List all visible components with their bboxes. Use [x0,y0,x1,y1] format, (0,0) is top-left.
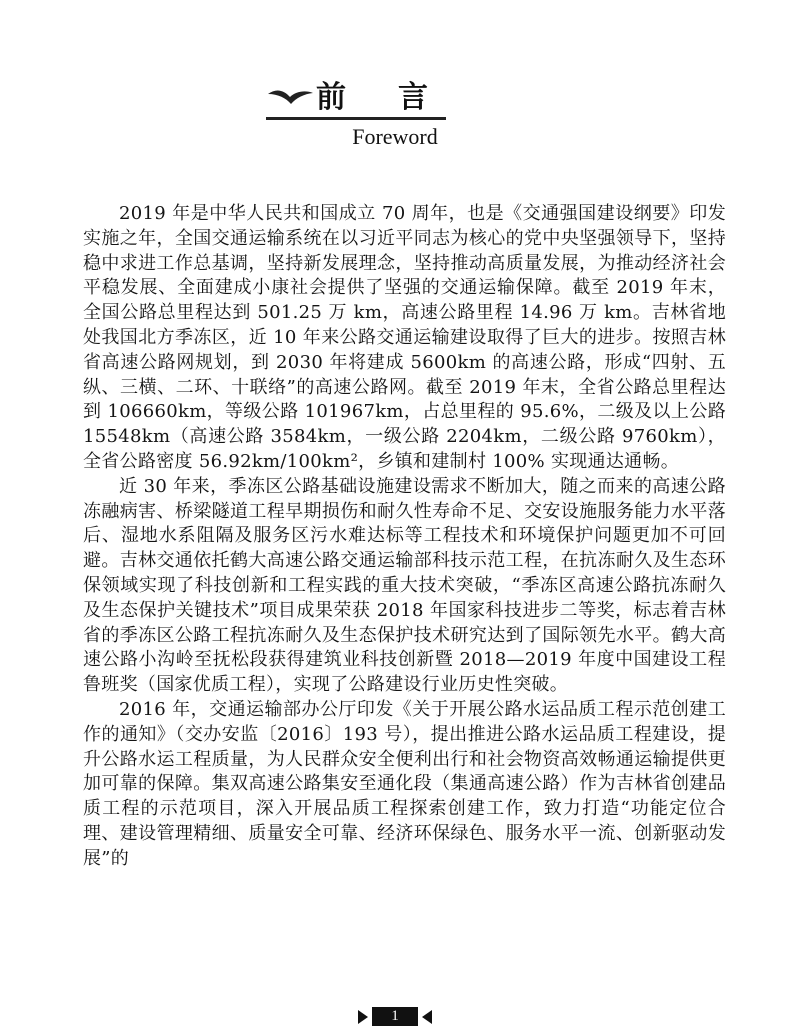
page-title: 前言 [316,80,480,115]
page-subtitle: Foreword [352,124,438,149]
page-number-label: 1 [372,1007,418,1026]
page-header [0,78,790,168]
bird-icon [266,86,314,106]
paragraph-1: 2019 年是中华人民共和国成立 70 周年，也是《交通强国建设纲要》印发实施之年，全国交通运输系统在以习近平同志为核心的党中央坚强领导下，坚持稳中求进工作总基调，坚持新发展理念，坚持推动高质量发展，为推动经济社会平稳发展、全面建成小康社会提供了坚强的交通运输保障。截至 2019 年末，全国公路总里程达到 501.25 万 km，高速公路里程 14.96 万 km。吉林省地处我国北方季冻区，近 10 年来公路交通运输建设取得了巨大的进步。按照吉林省高速公路网规划，到 2030 年将建成 5600km 的高速公路，形成“四射、五纵、三横、二环、十联络”的高速公路网。截至 2019 年末，全省公路总里程达到 106660km，等级公路 101967km，占总里程的 95.6%，二级及以上公路 15548km（高速公路 3584km，一级公路 2204km，二级公路 9760km），全省公路密度 56.92km/100km²，乡镇和建制村 100% 实现通达通畅。 [83,203,726,472]
paragraph-3: 2016 年，交通运输部办公厅印发《关于开展公路水运品质工程示范创建工作的通知》（交办安监〔2016〕193 号），提出推进公路水运品质工程建设，提升公路水运工程质量，为人民群众安全便利出行和社会物资高效畅通运输提供更加可靠的保障。集双高速公路集安至通化段（集通高速公路）作为吉林省创建品质工程的示范项目，深入开展品质工程探索创建工作，致力打造“功能定位合理、建设管理精细、质量安全可靠、经济环保绿色、服务水平一流、创新驱动发展”的 [83,698,726,869]
arrow-right-icon [358,1010,368,1024]
title-underline [266,117,446,120]
body-text [83,202,726,872]
page-number [358,1006,432,1028]
paragraph-2: 近 30 年来，季冻区公路基础设施建设需求不断加大，随之而来的高速公路冻融病害、桥梁隧道工程早期损伤和耐久性寿命不足、交安设施服务能力水平落后、湿地水系阻隔及服务区污水难达标等工程技术和环境保护问题更加不可回避。吉林交通依托鹤大高速公路交通运输部科技示范工程，在抗冻耐久及生态环保领域实现了科技创新和工程实践的重大技术突破，“季冻区高速公路抗冻耐久及生态保护关键技术”项目成果荣获 2018 年国家科技进步二等奖，标志着吉林省的季冻区公路工程抗冻耐久及生态保护技术研究达到了国际领先水平。鹤大高速公路小沟岭至抚松段获得建筑业科技创新暨 2018—2019 年度中国建设工程鲁班奖（国家优质工程），实现了公路建设行业历史性突破。 [83,475,726,696]
arrow-left-icon [422,1010,432,1024]
